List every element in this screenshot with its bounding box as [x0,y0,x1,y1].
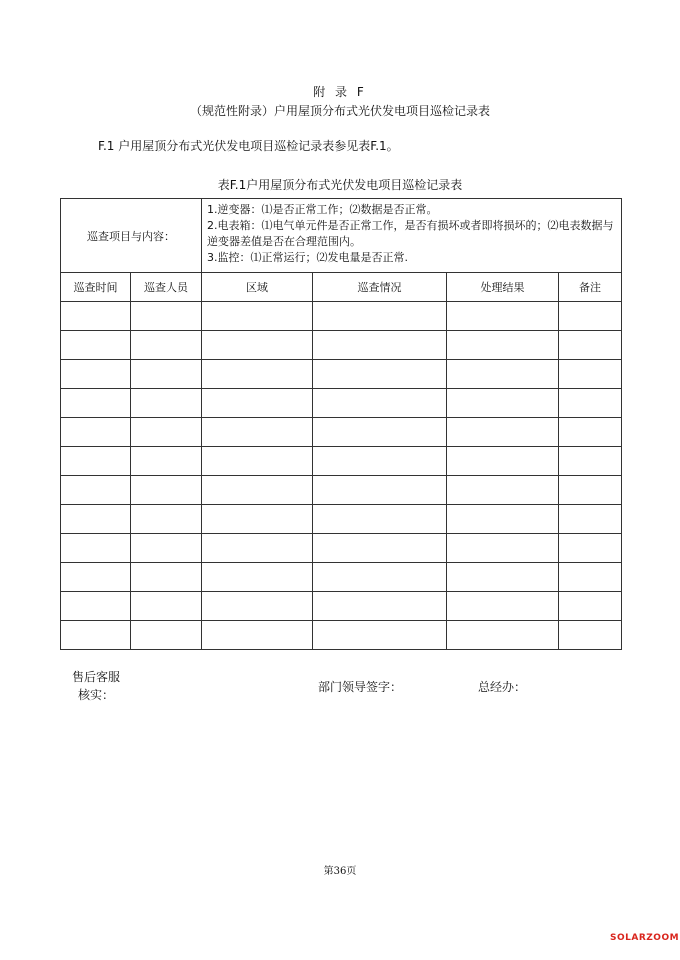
table-cell [559,505,622,534]
table-cell [61,331,131,360]
table-cell [313,534,447,563]
appendix-heading: 附 录 F [313,85,367,99]
table-cell [447,302,559,331]
header-row [61,273,622,302]
table-cell [202,505,313,534]
table-cell [202,418,313,447]
table-row [61,621,622,650]
page-number: 第36页 [323,866,357,877]
column-header-time: 巡查时间 [61,273,131,302]
table-row [61,331,622,360]
table-cell [313,418,447,447]
table-cell [313,302,447,331]
table-cell [131,302,202,331]
table-cell [313,505,447,534]
table-row [61,476,622,505]
table-cell [313,592,447,621]
table-cell [447,360,559,389]
table-row [61,592,622,621]
table-cell [313,476,447,505]
table-cell [202,621,313,650]
table-cell [202,331,313,360]
dept-leader-signature-label: 部门领导签字： [318,680,403,694]
table-cell [559,476,622,505]
table-cell [447,592,559,621]
after-sales-label: 售后客服 [72,670,121,684]
table-cell [202,592,313,621]
column-header-result: 处理结果 [447,273,559,302]
table-cell [131,447,202,476]
table-cell [202,389,313,418]
table-cell [447,563,559,592]
table-cell [447,389,559,418]
table-cell [131,331,202,360]
table-cell [61,360,131,389]
instruction-line: 2.电表箱：⑴电气单元件是否正常工作，是否有损坏或者即将损坏的；⑵电表数据与逆变器差值是否在合理范围内。 [207,219,614,248]
table-cell [559,621,622,650]
appendix-subtitle: （规范性附录）户用屋顶分布式光伏发电项目巡检记录表 [189,104,490,118]
table-cell [447,331,559,360]
table-cell [202,302,313,331]
table-cell [131,563,202,592]
table-cell [559,360,622,389]
table-cell [61,302,131,331]
table-cell [131,592,202,621]
table-row [61,534,622,563]
after-sales-verify-label: 核实： [78,688,115,702]
column-header-inspector: 巡查人员 [131,273,202,302]
instructions-label: 巡查项目与内容： [61,199,202,273]
table-row [61,418,622,447]
table-cell [559,447,622,476]
table-cell [202,476,313,505]
table-cell [202,360,313,389]
table-cell [559,592,622,621]
table-cell [447,534,559,563]
column-header-condition: 巡查情况 [313,273,447,302]
table-row [61,447,622,476]
table-cell [61,447,131,476]
table-cell [61,592,131,621]
table-row [61,389,622,418]
column-header-remarks: 备注 [559,273,622,302]
table-cell [313,563,447,592]
column-header-area: 区域 [202,273,313,302]
table-row [61,563,622,592]
table-cell [202,447,313,476]
table-cell [559,331,622,360]
table-cell [559,418,622,447]
section-f1-text: F.1 户用屋顶分布式光伏发电项目巡检记录表参见表F.1。 [98,139,399,153]
table-cell [131,418,202,447]
table-cell [313,360,447,389]
table-cell [559,534,622,563]
table-cell [61,418,131,447]
table-cell [61,621,131,650]
watermark-logo: SOLARZOOM [610,933,680,943]
instruction-line: 3.监控：⑴正常运行；⑵发电量是否正常. [207,251,408,264]
table-cell [131,476,202,505]
table-caption: 表F.1户用屋顶分布式光伏发电项目巡检记录表 [217,178,463,192]
table-cell [202,534,313,563]
table-cell [202,563,313,592]
table-cell [447,621,559,650]
general-manager-label: 总经办： [478,680,527,694]
table-cell [131,621,202,650]
table-cell [559,389,622,418]
instruction-line: 1.逆变器：⑴是否正常工作；⑵数据是否正常。 [207,203,438,216]
inspection-record-table [60,198,622,650]
table-cell [313,621,447,650]
table-cell [313,447,447,476]
instructions-content [202,199,622,273]
table-cell [313,389,447,418]
table-cell [559,563,622,592]
table-cell [61,563,131,592]
table-cell [447,447,559,476]
instructions-row [61,199,622,273]
table-cell [61,389,131,418]
table-cell [559,302,622,331]
table-row [61,505,622,534]
table-cell [61,476,131,505]
table-cell [447,505,559,534]
table-cell [131,534,202,563]
table-row [61,302,622,331]
table-cell [131,505,202,534]
table-cell [313,331,447,360]
table-row [61,360,622,389]
table-cell [131,360,202,389]
table-cell [447,476,559,505]
table-cell [61,505,131,534]
table-cell [61,534,131,563]
table-cell [447,418,559,447]
table-cell [131,389,202,418]
